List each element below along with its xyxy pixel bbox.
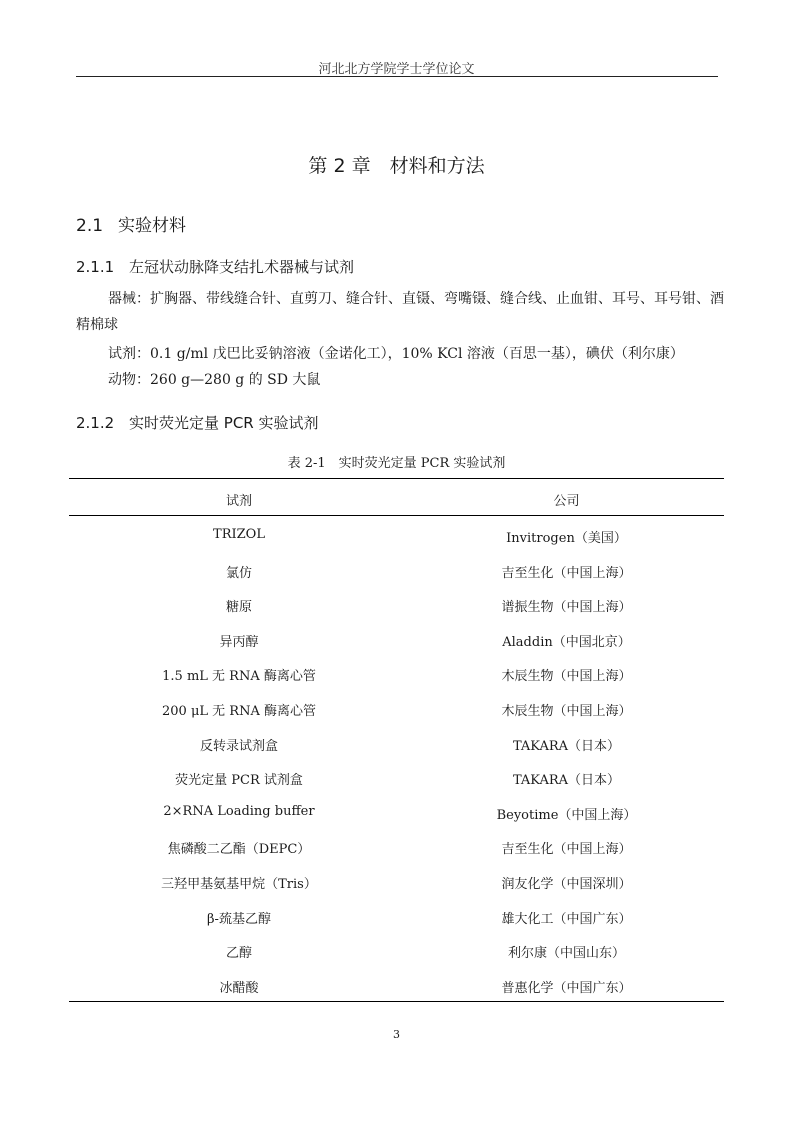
table-cell-reagent: 2×RNA Loading buffer <box>163 804 315 819</box>
instruments-paragraph <box>76 286 724 338</box>
table-cell-reagent: 荧光定量 PCR 试剂盒 <box>175 773 303 788</box>
section-title: 实验材料 <box>118 216 186 236</box>
subsection-heading-1 <box>76 256 354 277</box>
table-cell-company: Invitrogen（美国） <box>506 531 627 546</box>
subsection-heading-2 <box>76 412 318 433</box>
table-top-rule <box>69 478 724 479</box>
table-cell-company: 木辰生物（中国上海） <box>501 704 632 719</box>
table-cell-reagent: 糖原 <box>225 600 252 615</box>
table-cell-company: TAKARA（日本） <box>512 773 621 788</box>
table-caption: 表 2-1 实时荧光定量 PCR 实验试剂 <box>287 456 506 471</box>
table-cell-company: 吉至生化（中国上海） <box>501 842 632 857</box>
header-rule <box>76 76 718 77</box>
subsection-title: 实时荧光定量 PCR 实验试剂 <box>129 414 319 432</box>
table-cell-company: 谱振生物（中国上海） <box>501 600 632 615</box>
page-header: 河北北方学院学士学位论文 <box>318 62 475 77</box>
table-cell-company: 利尔康（中国山东） <box>507 946 625 961</box>
table-cell-company: 吉至生化（中国上海） <box>501 566 632 581</box>
chapter-title: 第 2 章 材料和方法 <box>308 155 485 177</box>
table-cell-reagent: 焦磷酸二乙酯（DEPC） <box>167 842 311 857</box>
instruments-text: 器械：扩胸器、带线缝合针、直剪刀、缝合针、直镊、弯嘴镊、缝合线、止血钳、耳号、耳号钳、酒精棉球 <box>76 291 724 333</box>
table-cell-reagent: 200 μL 无 RNA 酶离心管 <box>162 704 316 719</box>
reagents-paragraph <box>76 341 724 367</box>
table-cell-company: 木辰生物（中国上海） <box>501 669 632 684</box>
table-cell-reagent: 反转录试剂盒 <box>199 739 278 754</box>
table-header-company: 公司 <box>553 494 580 509</box>
page-number: 3 <box>393 1028 400 1041</box>
table-bottom-rule <box>69 1001 724 1002</box>
reagents-text: 试剂：0.1 g/ml 戊巴比妥钠溶液（金诺化工），10% KCl 溶液（百思一基），碘伏（利尔康） <box>108 346 684 362</box>
subsection-number: 2.1.1 <box>76 258 115 276</box>
section-heading <box>76 211 186 236</box>
table-cell-company: Aladdin（中国北京） <box>502 635 631 650</box>
table-header-reagent: 试剂 <box>225 494 252 509</box>
table-cell-company: 普惠化学（中国广东） <box>501 981 632 996</box>
animals-paragraph <box>76 367 724 393</box>
table-cell-reagent: TRIZOL <box>213 527 265 542</box>
table-cell-reagent: 乙醇 <box>225 946 252 961</box>
table-cell-company: 雄大化工（中国广东） <box>501 912 632 927</box>
subsection-number: 2.1.2 <box>76 414 115 432</box>
table-cell-reagent: 1.5 mL 无 RNA 酶离心管 <box>162 669 316 684</box>
section-number: 2.1 <box>76 216 104 236</box>
table-cell-reagent: 异丙醇 <box>219 635 259 650</box>
table-cell-reagent: 冰醋酸 <box>219 981 259 996</box>
table-cell-company: TAKARA（日本） <box>512 739 621 754</box>
table-cell-company: Beyotime（中国上海） <box>496 808 637 823</box>
animals-text: 动物：260 g—280 g 的 SD 大鼠 <box>108 372 321 388</box>
table-cell-company: 润友化学（中国深圳） <box>501 877 632 892</box>
table-cell-reagent: 氯仿 <box>225 566 252 581</box>
table-cell-reagent: β-巯基乙醇 <box>207 912 271 927</box>
table-header-rule <box>69 515 724 516</box>
table-cell-reagent: 三羟甲基氨基甲烷（Tris） <box>161 877 317 892</box>
subsection-title: 左冠状动脉降支结扎术器械与试剂 <box>129 258 355 276</box>
